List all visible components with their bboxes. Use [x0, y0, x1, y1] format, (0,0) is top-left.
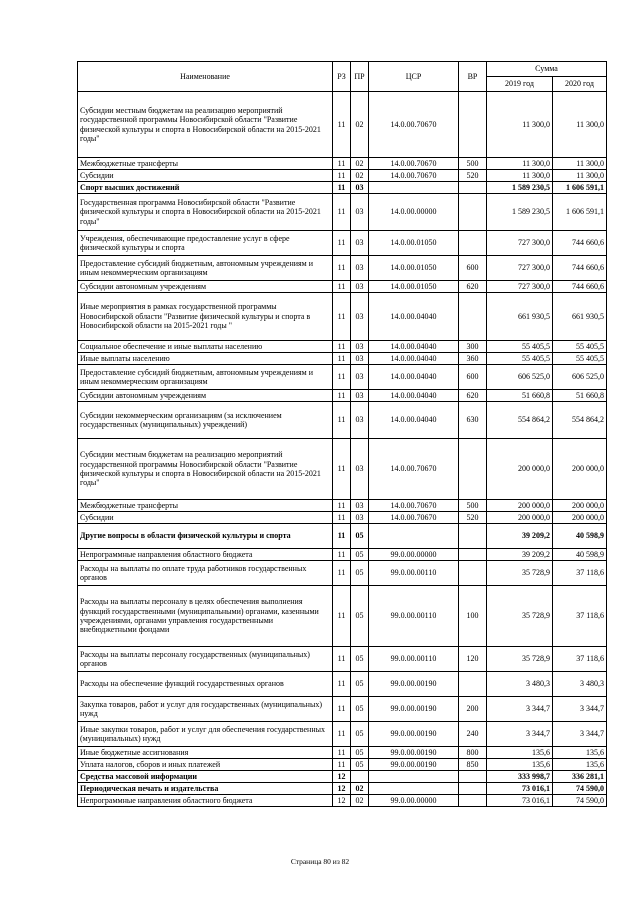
cell-csr: 99.0.00.00000	[369, 795, 459, 807]
cell-sum-2019: 11 300,0	[487, 170, 553, 182]
table-row	[78, 524, 607, 549]
cell-csr: 99.0.00.00110	[369, 586, 459, 647]
cell-vr	[459, 771, 487, 783]
cell-name: Межбюджетные трансферты	[78, 158, 333, 170]
cell-rz: 11	[333, 561, 351, 586]
cell-vr: 200	[459, 697, 487, 722]
cell-csr: 14.0.00.04040	[369, 365, 459, 390]
cell-pr: 03	[351, 500, 369, 512]
cell-csr: 14.0.00.04040	[369, 293, 459, 341]
cell-sum-2020: 1 606 591,1	[553, 182, 607, 194]
cell-sum-2020: 744 660,6	[553, 231, 607, 256]
page-footer: Страница 80 из 82	[290, 857, 350, 866]
cell-sum-2020: 200 000,0	[553, 439, 607, 500]
cell-sum-2019: 1 589 230,5	[487, 194, 553, 231]
cell-sum-2020: 11 300,0	[553, 158, 607, 170]
cell-sum-2020: 37 118,6	[553, 561, 607, 586]
cell-pr: 05	[351, 672, 369, 697]
cell-sum-2019: 200 000,0	[487, 439, 553, 500]
header-sum: Сумма	[487, 62, 607, 77]
cell-pr: 03	[351, 390, 369, 402]
table-row	[78, 158, 607, 170]
cell-vr: 500	[459, 500, 487, 512]
cell-pr: 02	[351, 170, 369, 182]
cell-rz: 11	[333, 353, 351, 365]
cell-rz: 11	[333, 586, 351, 647]
table-row	[78, 561, 607, 586]
cell-vr	[459, 182, 487, 194]
cell-csr: 14.0.00.01050	[369, 281, 459, 293]
cell-sum-2019: 661 930,5	[487, 293, 553, 341]
header-pr: ПР	[351, 62, 369, 92]
cell-sum-2019: 727 300,0	[487, 231, 553, 256]
cell-name: Непрограммные направления областного бюджета	[78, 549, 333, 561]
cell-sum-2019: 55 405,5	[487, 341, 553, 353]
cell-sum-2020: 74 590,0	[553, 795, 607, 807]
cell-name: Субсидии	[78, 512, 333, 524]
cell-sum-2019: 35 728,9	[487, 561, 553, 586]
cell-sum-2020: 3 344,7	[553, 722, 607, 747]
cell-sum-2020: 200 000,0	[553, 512, 607, 524]
cell-rz: 11	[333, 182, 351, 194]
cell-vr: 360	[459, 353, 487, 365]
cell-name: Расходы на выплаты персоналу государственных (муниципальных) органов	[78, 647, 333, 672]
cell-sum-2019: 554 864,2	[487, 402, 553, 439]
cell-rz: 11	[333, 231, 351, 256]
cell-sum-2019: 333 998,7	[487, 771, 553, 783]
cell-vr: 300	[459, 341, 487, 353]
cell-csr: 14.0.00.70670	[369, 170, 459, 182]
cell-sum-2019: 200 000,0	[487, 500, 553, 512]
table-row	[78, 231, 607, 256]
cell-name: Иные выплаты населению	[78, 353, 333, 365]
table-row	[78, 783, 607, 795]
cell-pr: 03	[351, 231, 369, 256]
cell-name: Субсидии	[78, 170, 333, 182]
cell-vr: 850	[459, 759, 487, 771]
cell-sum-2019: 39 209,2	[487, 524, 553, 549]
cell-name: Расходы на выплаты персоналу в целях обеспечения выполнения функций государственными (муниципальными) органами, казенными учреждениями, органами управления государственными внебюджетными фондами	[78, 586, 333, 647]
cell-rz: 11	[333, 697, 351, 722]
table-row	[78, 647, 607, 672]
cell-csr: 14.0.00.70670	[369, 158, 459, 170]
cell-sum-2020: 11 300,0	[553, 92, 607, 158]
cell-pr: 03	[351, 341, 369, 353]
cell-csr: 14.0.00.01050	[369, 256, 459, 281]
table-row	[78, 722, 607, 747]
cell-csr: 99.0.00.00190	[369, 697, 459, 722]
cell-pr: 03	[351, 256, 369, 281]
cell-rz: 11	[333, 512, 351, 524]
table-row	[78, 182, 607, 194]
cell-rz: 11	[333, 256, 351, 281]
cell-rz: 11	[333, 194, 351, 231]
cell-rz: 11	[333, 92, 351, 158]
cell-sum-2020: 74 590,0	[553, 783, 607, 795]
cell-name: Социальное обеспечение и иные выплаты населению	[78, 341, 333, 353]
cell-name: Средства массовой информации	[78, 771, 333, 783]
header-csr: ЦСР	[369, 62, 459, 92]
cell-vr	[459, 783, 487, 795]
cell-sum-2019: 51 660,8	[487, 390, 553, 402]
cell-pr: 03	[351, 293, 369, 341]
cell-csr: 99.0.00.00110	[369, 561, 459, 586]
cell-sum-2020: 606 525,0	[553, 365, 607, 390]
cell-name: Субсидии автономным учреждениям	[78, 281, 333, 293]
cell-name: Непрограммные направления областного бюджета	[78, 795, 333, 807]
cell-csr: 14.0.00.70670	[369, 500, 459, 512]
cell-name: Расходы на выплаты по оплате труда работников государственных органов	[78, 561, 333, 586]
cell-vr	[459, 795, 487, 807]
cell-pr: 02	[351, 158, 369, 170]
cell-sum-2020: 3 480,3	[553, 672, 607, 697]
cell-sum-2020: 200 000,0	[553, 500, 607, 512]
cell-pr: 03	[351, 402, 369, 439]
table-row	[78, 771, 607, 783]
cell-sum-2019: 606 525,0	[487, 365, 553, 390]
cell-rz: 11	[333, 439, 351, 500]
table-row	[78, 281, 607, 293]
cell-pr: 05	[351, 759, 369, 771]
cell-pr: 05	[351, 586, 369, 647]
cell-sum-2020: 11 300,0	[553, 170, 607, 182]
cell-csr	[369, 524, 459, 549]
table-body	[78, 92, 607, 807]
cell-vr: 500	[459, 158, 487, 170]
cell-sum-2019: 73 016,1	[487, 783, 553, 795]
cell-vr: 630	[459, 402, 487, 439]
cell-name: Иные мероприятия в рамках государственной программы Новосибирской области "Развитие физической культуры и спорта в Новосибирской области на 2015-2021 годы "	[78, 293, 333, 341]
cell-pr: 05	[351, 561, 369, 586]
cell-name: Субсидии некоммерческим организациям (за исключением государственных (муниципальных) учреждений)	[78, 402, 333, 439]
cell-vr: 100	[459, 586, 487, 647]
cell-pr: 03	[351, 353, 369, 365]
cell-pr: 05	[351, 524, 369, 549]
cell-sum-2019: 135,6	[487, 759, 553, 771]
cell-vr	[459, 92, 487, 158]
cell-pr: 02	[351, 795, 369, 807]
cell-rz: 11	[333, 747, 351, 759]
cell-vr: 620	[459, 281, 487, 293]
cell-csr	[369, 182, 459, 194]
cell-csr: 99.0.00.00110	[369, 647, 459, 672]
cell-sum-2019: 135,6	[487, 747, 553, 759]
table-row	[78, 390, 607, 402]
cell-sum-2019: 3 344,7	[487, 697, 553, 722]
cell-rz: 11	[333, 281, 351, 293]
table-row	[78, 500, 607, 512]
cell-sum-2019: 55 405,5	[487, 353, 553, 365]
cell-rz: 11	[333, 158, 351, 170]
cell-name: Субсидии местным бюджетам на реализацию мероприятий государственной программы Новосибирской области "Развитие физической культуры и спорта в Новосибирской области на 2015-2021 годы"	[78, 439, 333, 500]
cell-rz: 12	[333, 783, 351, 795]
cell-pr: 03	[351, 182, 369, 194]
cell-pr: 05	[351, 697, 369, 722]
cell-sum-2020: 135,6	[553, 759, 607, 771]
cell-sum-2019: 727 300,0	[487, 281, 553, 293]
table-row	[78, 697, 607, 722]
cell-rz: 11	[333, 390, 351, 402]
cell-sum-2019: 11 300,0	[487, 92, 553, 158]
table-row	[78, 365, 607, 390]
cell-sum-2020: 3 344,7	[553, 697, 607, 722]
cell-vr	[459, 293, 487, 341]
cell-vr: 520	[459, 512, 487, 524]
cell-sum-2020: 40 598,9	[553, 549, 607, 561]
cell-csr: 14.0.00.70670	[369, 512, 459, 524]
cell-pr: 03	[351, 194, 369, 231]
cell-sum-2020: 554 864,2	[553, 402, 607, 439]
cell-rz: 12	[333, 795, 351, 807]
table-row	[78, 439, 607, 500]
cell-rz: 11	[333, 759, 351, 771]
cell-sum-2019: 73 016,1	[487, 795, 553, 807]
table-row	[78, 586, 607, 647]
cell-sum-2020: 55 405,5	[553, 353, 607, 365]
cell-name: Субсидии местным бюджетам на реализацию мероприятий государственной программы Новосибирской области "Развитие физической культуры и спорта в Новосибирской области на 2015-2021 годы"	[78, 92, 333, 158]
cell-csr: 14.0.00.70670	[369, 92, 459, 158]
cell-csr	[369, 783, 459, 795]
cell-rz: 11	[333, 365, 351, 390]
cell-rz: 11	[333, 722, 351, 747]
cell-csr: 14.0.00.04040	[369, 341, 459, 353]
cell-sum-2020: 135,6	[553, 747, 607, 759]
cell-pr: 05	[351, 722, 369, 747]
cell-sum-2019: 35 728,9	[487, 647, 553, 672]
cell-pr	[351, 771, 369, 783]
cell-sum-2020: 37 118,6	[553, 647, 607, 672]
cell-vr: 240	[459, 722, 487, 747]
cell-name: Уплата налогов, сборов и иных платежей	[78, 759, 333, 771]
cell-rz: 11	[333, 402, 351, 439]
table-row	[78, 795, 607, 807]
cell-vr	[459, 524, 487, 549]
cell-sum-2019: 727 300,0	[487, 256, 553, 281]
table-row	[78, 512, 607, 524]
cell-csr: 14.0.00.04040	[369, 402, 459, 439]
cell-sum-2019: 39 209,2	[487, 549, 553, 561]
cell-pr: 03	[351, 281, 369, 293]
cell-name: Другие вопросы в области физической культуры и спорта	[78, 524, 333, 549]
table-row	[78, 170, 607, 182]
table-row	[78, 549, 607, 561]
cell-csr: 99.0.00.00190	[369, 759, 459, 771]
cell-sum-2019: 35 728,9	[487, 586, 553, 647]
cell-csr: 14.0.00.70670	[369, 439, 459, 500]
cell-vr	[459, 561, 487, 586]
cell-pr: 05	[351, 747, 369, 759]
cell-vr: 520	[459, 170, 487, 182]
cell-csr: 14.0.00.00000	[369, 194, 459, 231]
cell-csr: 14.0.00.01050	[369, 231, 459, 256]
cell-pr: 03	[351, 512, 369, 524]
cell-vr	[459, 672, 487, 697]
table-row	[78, 672, 607, 697]
cell-vr: 600	[459, 365, 487, 390]
cell-sum-2020: 40 598,9	[553, 524, 607, 549]
cell-pr: 05	[351, 549, 369, 561]
cell-sum-2020: 336 281,1	[553, 771, 607, 783]
cell-name: Спорт высших достижений	[78, 182, 333, 194]
cell-vr: 620	[459, 390, 487, 402]
cell-rz: 11	[333, 170, 351, 182]
table-row	[78, 402, 607, 439]
cell-name: Государственная программа Новосибирской области "Развитие физической культуры и спорта в Новосибирской области на 2015-2021 годы"	[78, 194, 333, 231]
cell-name: Закупка товаров, работ и услуг для государственных (муниципальных) нужд	[78, 697, 333, 722]
cell-name: Субсидии автономным учреждениям	[78, 390, 333, 402]
header-rz: РЗ	[333, 62, 351, 92]
budget-table	[77, 61, 607, 807]
cell-csr: 99.0.00.00190	[369, 722, 459, 747]
cell-vr	[459, 231, 487, 256]
cell-csr: 99.0.00.00190	[369, 672, 459, 697]
cell-name: Иные закупки товаров, работ и услуг для обеспечения государственных (муниципальных) нужд	[78, 722, 333, 747]
cell-name: Предоставление субсидий бюджетным, автономным учреждениям и иным некоммерческим организациям	[78, 365, 333, 390]
cell-sum-2020: 1 606 591,1	[553, 194, 607, 231]
cell-pr: 02	[351, 783, 369, 795]
cell-sum-2019: 11 300,0	[487, 158, 553, 170]
cell-rz: 11	[333, 647, 351, 672]
cell-sum-2019: 1 589 230,5	[487, 182, 553, 194]
table-row	[78, 341, 607, 353]
cell-pr: 03	[351, 365, 369, 390]
cell-csr: 99.0.00.00190	[369, 747, 459, 759]
header-year-2020: 2020 год	[553, 77, 607, 92]
cell-rz: 12	[333, 771, 351, 783]
cell-rz: 11	[333, 672, 351, 697]
table-row	[78, 747, 607, 759]
cell-sum-2019: 3 480,3	[487, 672, 553, 697]
cell-rz: 11	[333, 293, 351, 341]
table-row	[78, 353, 607, 365]
cell-sum-2019: 3 344,7	[487, 722, 553, 747]
cell-sum-2020: 37 118,6	[553, 586, 607, 647]
cell-csr	[369, 771, 459, 783]
table-row	[78, 92, 607, 158]
cell-pr: 02	[351, 92, 369, 158]
cell-rz: 11	[333, 549, 351, 561]
cell-name: Иные бюджетные ассигнования	[78, 747, 333, 759]
cell-sum-2020: 744 660,6	[553, 256, 607, 281]
cell-name: Предоставление субсидий бюджетным, автономным учреждениям и иным некоммерческим организациям	[78, 256, 333, 281]
cell-vr: 600	[459, 256, 487, 281]
cell-csr: 14.0.00.04040	[369, 353, 459, 365]
cell-vr	[459, 194, 487, 231]
cell-vr	[459, 439, 487, 500]
cell-sum-2020: 55 405,5	[553, 341, 607, 353]
cell-sum-2020: 661 930,5	[553, 293, 607, 341]
cell-rz: 11	[333, 500, 351, 512]
cell-rz: 11	[333, 341, 351, 353]
cell-pr: 05	[351, 647, 369, 672]
cell-name: Периодическая печать и издательства	[78, 783, 333, 795]
cell-sum-2019: 200 000,0	[487, 512, 553, 524]
cell-sum-2020: 51 660,8	[553, 390, 607, 402]
cell-name: Межбюджетные трансферты	[78, 500, 333, 512]
header-vr: ВР	[459, 62, 487, 92]
cell-pr: 03	[351, 439, 369, 500]
cell-vr	[459, 549, 487, 561]
table-row	[78, 256, 607, 281]
table-row	[78, 194, 607, 231]
table-row	[78, 293, 607, 341]
header-year-2019: 2019 год	[487, 77, 553, 92]
cell-vr: 800	[459, 747, 487, 759]
cell-rz: 11	[333, 524, 351, 549]
cell-name: Учреждения, обеспечивающие предоставление услуг в сфере физической культуры и спорта	[78, 231, 333, 256]
table-row	[78, 759, 607, 771]
cell-vr: 120	[459, 647, 487, 672]
cell-name: Расходы на обеспечение функций государственных органов	[78, 672, 333, 697]
cell-csr: 99.0.00.00000	[369, 549, 459, 561]
header-name: Наименование	[78, 62, 333, 92]
cell-csr: 14.0.00.04040	[369, 390, 459, 402]
cell-sum-2020: 744 660,6	[553, 281, 607, 293]
